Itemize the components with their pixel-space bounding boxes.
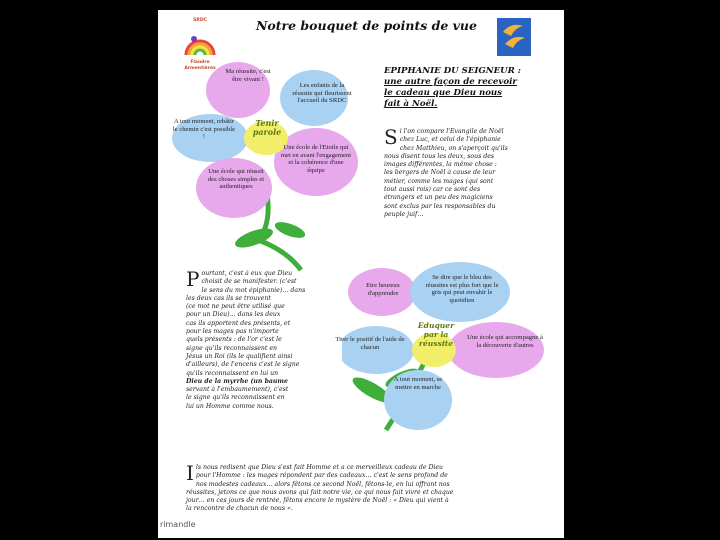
text-block-bottom [186,461,538,514]
text-bottom-line: pour l'Homme : les mages répondent par des cadeaux… c'est le sens profond de [195,472,448,480]
text-left-line: pour les mages pas n'importe [186,328,279,336]
flower2-petal-bottom: A tout moment, se mettre en marche [393,376,443,391]
flower2-petal-top-right: Se dire que le bleu des réussites est plus fort que le gris qui peut envahir le quotidien [425,274,499,304]
text-left-line: cas ils apportent des présents, et [186,319,291,327]
logo-top-text: SRDC [193,18,207,23]
logo-mid-text: Flandre [190,60,210,65]
heading-line-1: EPIPHANIE DU SEIGNEUR : [384,66,521,76]
flower1-petal-top-right: Les enfants de la réussite qui fleurissent l'accueil du SRDC [292,82,352,105]
flower2-petal-left: Tirer le positif de l'aide de chacun [335,336,405,351]
text-right-line: chez Matthieu, on s'aperçoit qu'ils [399,144,508,152]
text-left-line: Dieu de la myrrhe (un baume [186,377,288,385]
dropcap-s: S [384,125,398,149]
text-left-line: quels présents : de l'or c'est le [186,336,282,344]
text-right-line: métier, comme les mages (qui sont [384,177,494,185]
text-left-line: qu'ils reconnaissent en lui un [186,369,279,377]
text-right-line: i l'on compare l'Evangile de Noël [399,128,504,135]
flower1-petal-left: A tout moment, rebâtir le chemin c'est possible ! [172,118,236,141]
text-right-line: chez Luc, et celui de l'épiphanie [399,136,501,144]
document-page [158,10,564,538]
dropcap-i: I [186,461,194,485]
text-block-left [186,267,332,411]
page-title: Notre bouquet de points de vue [256,18,477,33]
text-left-line: choisit de se manifester. (c'est [201,278,297,286]
text-left-line: les deux cas ils se trouvent [186,294,271,302]
text-right-line: les bergers de Noël à cause de leur [384,169,496,177]
dropcap-p: P [186,267,200,291]
flower1-center: Tenir parole [252,118,282,137]
text-right-line: peuple juif… [384,210,424,218]
text-right-line: tout aussi rois) car ce sont des [384,186,481,194]
text-left-line: le signe qu'ils reconnaissent en [186,394,285,402]
text-left-line: le sens du mot épiphanie)… dans [201,286,306,294]
text-left-line: (ce mot ne peut être utilisé que [186,303,285,311]
text-block-right [384,125,562,219]
flower2-center: Eduquer par la réussite [417,321,455,348]
text-left-line: signe qu'ils reconnaissent en [186,344,278,352]
logo-bottom-text: Armentières [184,66,216,71]
text-left-line: Jésus un Roi (ils le qualifient ainsi [186,352,293,360]
heading-line-3: le cadeau que Dieu nous [384,88,503,98]
text-right-line: étrangers et un peu des magiciens [384,194,493,202]
text-bottom-line: la rencontre de chacun de nous ». [186,505,293,513]
text-left-line: ourtant, c'est à eux que Dieu [201,270,293,277]
text-bottom-line: nos modestes cadeaux… alors fêtons ce second Noël, fêtons-le, en lui offrant nos [195,480,450,488]
heading-line-2: une autre façon de recevoir [384,77,517,87]
footer-label: rimandle [160,520,196,529]
flower1-petal-bottom: Une école qui réussit des choses simples et authentiques [207,168,265,191]
epiphany-heading [384,66,562,110]
text-right-line: nous disent tous les deux, sous des [384,152,495,160]
flower1-petal-top: Ma réussite, c'est être vivant ! [225,68,271,83]
text-left-line: d'ailleurs), de l'encens c'est le signe [186,361,300,369]
text-left-line: lui un Homme comme nous. [186,402,274,410]
heading-line-4: fait à Noël. [384,99,438,109]
text-left-line: pour un Dieu)… dans les deux [186,311,281,319]
flower1-petal-right: Une école de l'Etoile qui met en avant l'engagement et la cohérence d'une équipe [280,144,352,174]
text-bottom-line: jour… en ces jours de rentrée, fêtons encore le mystère de Noël : « Dieu qui vient à [186,497,449,505]
birds-icon [497,18,531,56]
text-left-line: servant à l'embaumement), c'est [186,386,289,394]
birds-logo [497,18,531,56]
text-bottom-line: ls nous redisent que Dieu s'est fait Homme et a ce merveilleux cadeau de Dieu [195,464,444,471]
text-right-line: images différentes, la même chose : [384,161,497,169]
flower2-petal-right: Une école qui accompagne à la découverte d'autres [467,334,543,349]
text-right-line: sont exclus par les responsables du [384,202,496,210]
text-bottom-line: réussites, jetons ce que nous avons qui fait notre vie, ce qui nous fait vivre et chaque [186,488,454,496]
flower2-petal-top-left: Etre heureux d'apprendre [366,282,400,297]
